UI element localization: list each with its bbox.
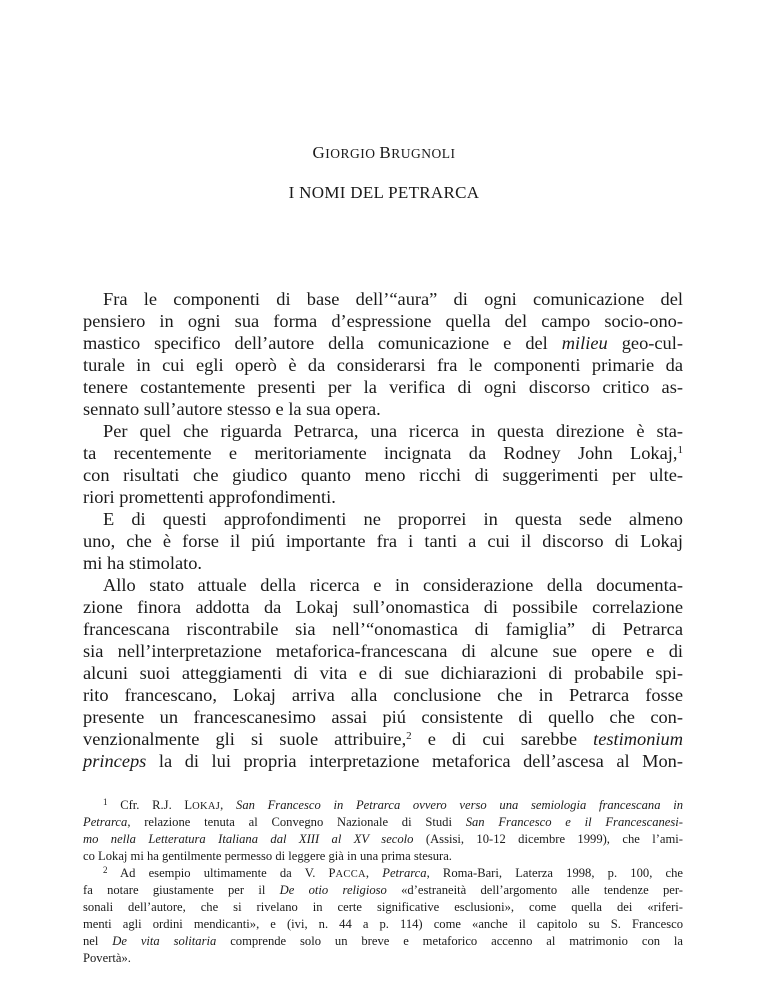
article-title: I NOMI DEL PETRARCA: [288, 183, 480, 202]
footnote-line: mo nella Letteratura Italiana dal XIII al XV secolo (Assisi, 10-12 dicembre 1999), che l’ami-: [83, 832, 683, 846]
author-name: GIORGIO BRUGNOLI: [312, 143, 456, 162]
footnote-ref-1: 1: [677, 444, 683, 456]
text-line: Fra le componenti di base dell’“aura” di ogni comunicazione del: [103, 289, 683, 309]
text-line: alcuni suoi atteggiamenti di vita e di sue dichiarazioni di probabile spi-: [83, 663, 683, 683]
footnote-line: Povertà».: [83, 951, 131, 965]
footnote-line: nel De vita solitaria comprende solo un breve e metaforico accenno al matrimonio con la: [83, 934, 684, 948]
text-line: riori promettenti approfondimenti.: [83, 487, 336, 507]
footnote-line: Petrarca, relazione tenuta al Convegno Nazionale di Studi San Francesco e il Francescanesi-: [83, 815, 683, 829]
text-line: uno, che è forse il piú importante fra i tanti a cui il discorso di Lokaj: [83, 531, 683, 551]
text-line: rito francescano, Lokaj arriva alla conclusione che in Petrarca fosse: [83, 685, 683, 705]
text-line: Per quel che riguarda Petrarca, una ricerca in questa direzione è sta-: [103, 421, 683, 441]
text-line: ta recentemente e meritoriamente incignata da Rodney John Lokaj,$^1$: [83, 443, 683, 463]
footnote-2: $^2$ Ad esempio ultimamente da V. PACCA, Petrarca, Roma-Bari, Laterza 1998, p. 100, che: [103, 865, 684, 880]
text-line: pensiero in ogni sua forma d’espressione quella del campo socio-ono-: [83, 311, 683, 331]
text-line: presente un francescanesimo assai piú consistente di quello che con-: [83, 707, 683, 727]
footnote-line: sonali dell’autore, che si rivelano in certe significative esclusioni», come quella dei «riferi-: [83, 900, 683, 914]
footnote-line: menti agli ordini mendicanti», e (ivi, n. 44 a p. 114) come «anche il capitolo su S. Francesco: [83, 917, 683, 931]
footnote-1: $^1$ Cfr. R.J. LOKAJ, San Francesco in Petrarca ovvero verso una semiologia francescana in: [103, 797, 683, 812]
text-line: zione finora addotta da Lokaj sull’onomastica di possibile correlazione: [83, 597, 683, 617]
text-line: turale in cui egli operò è da considerarsi fra le componenti primarie da: [83, 355, 683, 375]
text-line: princeps la di lui propria interpretazione metaforica dell’ascesa al Mon-: [83, 751, 683, 771]
text-line: venzionalmente gli si suole attribuire,$^2$ e di cui sarebbe testimonium: [83, 729, 683, 749]
text-line: mi ha stimolato.: [83, 553, 203, 573]
text-line: Allo stato attuale della ricerca e in considerazione della documenta-: [103, 575, 683, 595]
text-line: sia nell’interpretazione metaforica-francescana di alcune sue opere e di: [83, 641, 683, 661]
text-line: sennato sull’autore stesso e la sua opera.: [83, 399, 381, 419]
text-line: francescana riscontrabile sia nell’“onomastica di famiglia” di Petrarca: [83, 619, 683, 639]
footnote-line: fa notare giustamente per il De otio religioso «d’estraneità dell’argomento alle tendenze per-: [83, 883, 683, 897]
footnote-ref-2: 2: [406, 730, 412, 742]
footnote-line: co Lokaj mi ha gentilmente permesso di leggere già in una prima stesura.: [83, 849, 452, 863]
text-line: tenere costantemente presenti per la verifica di ogni discorso critico as-: [83, 377, 683, 397]
text-line: con risultati che giudico quanto meno ricchi di suggerimenti per ulte-: [83, 465, 683, 485]
text-line: E di questi approfondimenti ne proporrei in questa sede almeno: [103, 509, 683, 529]
text-line: mastico specifico dell’autore della comunicazione e del milieu geo-cul-: [83, 333, 683, 353]
